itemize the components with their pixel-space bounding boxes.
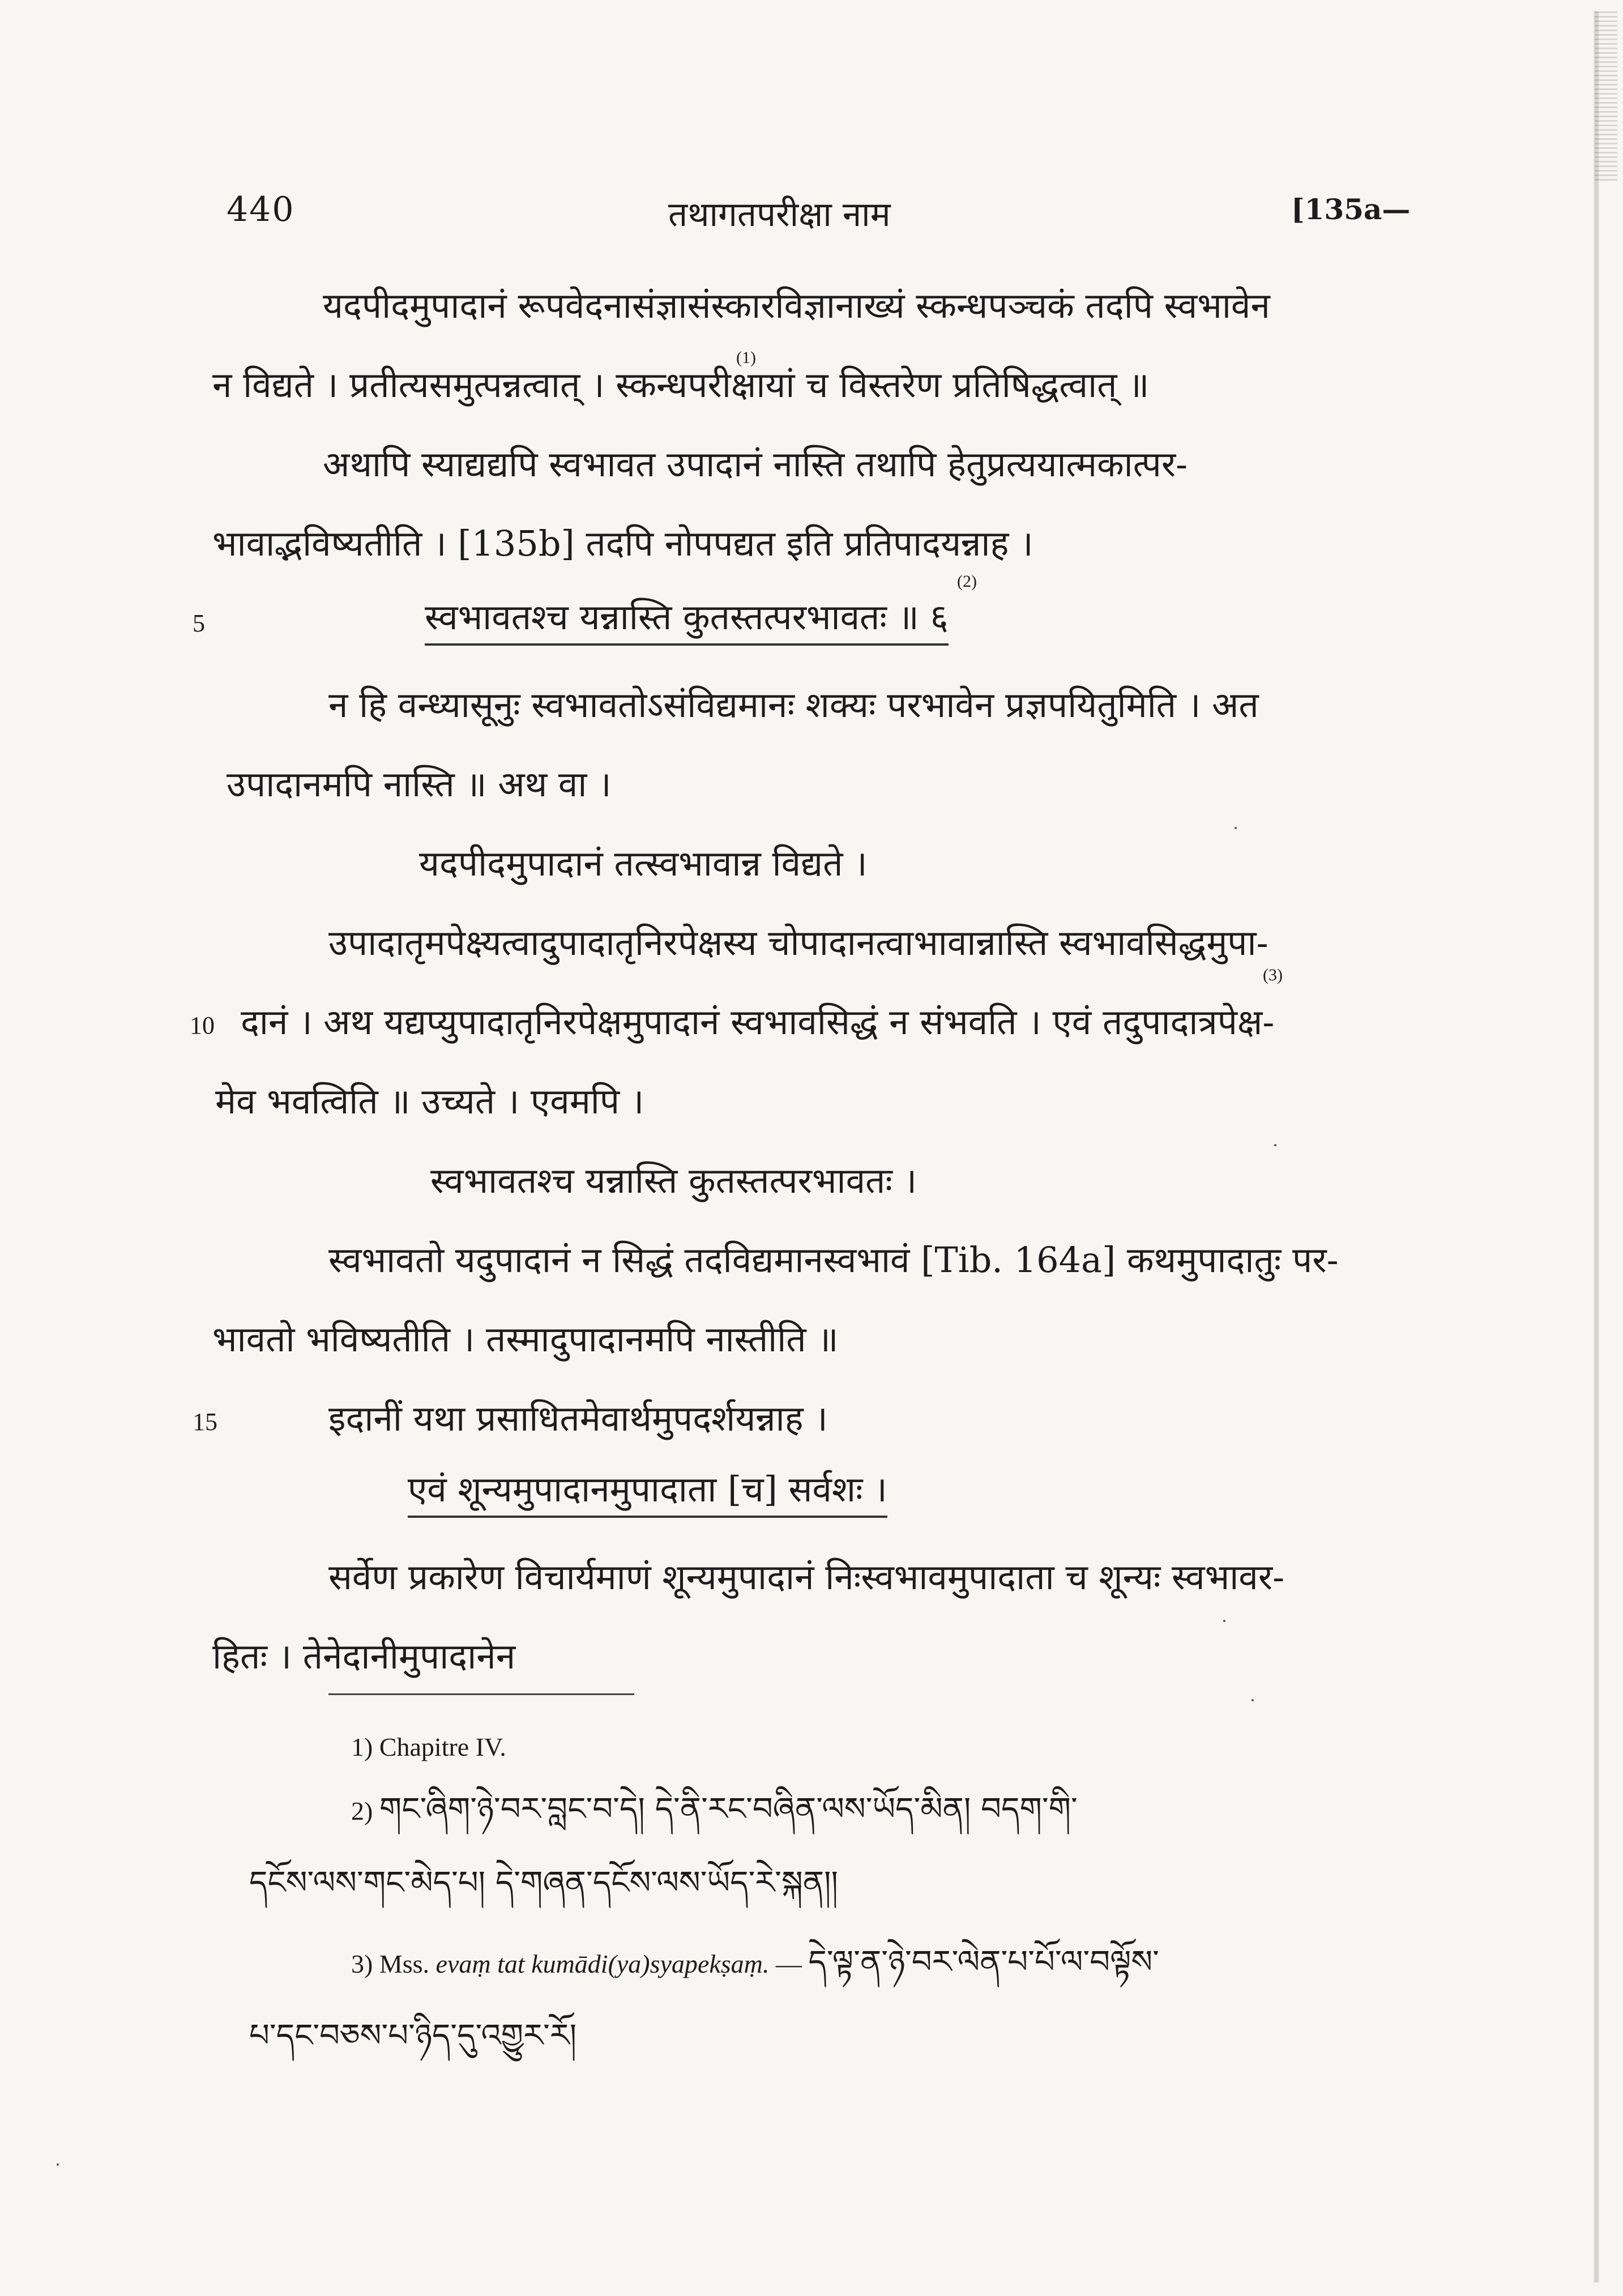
scan-margin-noise — [1595, 11, 1617, 181]
body-line-12: इदानीं यथा प्रसाधितमेवार्थमुपदर्शयन्नाह । — [328, 1398, 828, 1439]
footnote-3-cont — [249, 2016, 576, 2058]
verse-line-3: स्वभावतश्च यन्नास्ति कुतस्तत्परभावतः । — [430, 1160, 917, 1201]
body-line-7: उपादातृमपेक्ष्यत्वादुपादातृनिरपेक्षस्य चोपादानत्वाभावान्नास्ति स्वभावसिद्धमुपा- — [328, 922, 1268, 963]
footnote-2-label: 2) — [351, 1796, 373, 1825]
running-title: तथागतपरीक्षा नाम — [668, 195, 891, 234]
scan-speck — [1223, 1620, 1225, 1622]
page-number: 440 — [227, 190, 295, 229]
body-line-14: हितः । तेनेदानीमुपादानेन — [212, 1636, 516, 1677]
footnote-3 — [351, 1943, 1159, 1984]
footnote-3-tibetan-line-1: དེ་ལྟ་ན་ཉེ་བར་ལེན་པ་པོ་ལ་བལྟོས་ — [808, 1944, 1159, 1981]
body-line-3: अथापि स्याद्यद्यपि स्वभावत उपादानं नास्ति तथापि हेतुप्रत्ययात्मकात्पर- — [323, 443, 1188, 485]
footnote-1: 1) Chapitre IV. — [351, 1732, 506, 1761]
scan-speck — [1274, 1144, 1276, 1146]
scan-speck — [57, 2163, 59, 2166]
page-edge — [1594, 11, 1599, 2282]
body-line-1: यदपीदमुपादानं रूपवेदनासंज्ञासंस्कारविज्ञानाख्यं स्कन्धपञ्चकं तदपि स्वभावेन — [323, 285, 1270, 326]
body-line-10: स्वभावतो यदुपादानं न सिद्धं तदविद्यमानस्वभावं [Tib. 164a] कथमुपादातुः पर- — [328, 1239, 1339, 1281]
scan-speck — [1235, 827, 1237, 829]
body-line-11: भावतो भविष्यतीति । तस्मादुपादानमपि नास्तीति ॥ — [212, 1318, 839, 1360]
footnote-3-reading: evaṃ tat kumādi(ya)syapekṣaṃ. — [435, 1949, 770, 1978]
footnote-separator — [328, 1693, 634, 1695]
footnote-2 — [351, 1790, 1078, 1831]
footnote-2-tibetan-line-2: དངོས་ལས་གང་མེད་པ། དེ་གཞན་དངོས་ལས་ཡོད་རེ་སྐན།། — [249, 1864, 838, 1901]
body-line-4: भावाद्भविष्यतीति । [135b] तदपि नोपपद्यत इति प्रतिपादयन्नाह । — [212, 523, 1033, 564]
footnote-3-dash: — — [769, 1949, 809, 1978]
footnote-marker-1: (1) — [736, 348, 756, 367]
scan-speck — [1252, 1699, 1254, 1701]
footnote-marker-3: (3) — [1263, 966, 1283, 984]
footnote-2-cont — [249, 1863, 838, 1905]
body-line-13: सर्वेण प्रकारेण विचार्यमाणं शून्यमुपादानं निःस्वभावमुपादाता च शून्यः स्वभावर- — [328, 1556, 1285, 1598]
body-line-8: दानं । अथ यद्यप्युपादातृनिरपेक्षमुपादानं स्वभावसिद्धं न संभवति । एवं तदुपादात्रपेक्ष- — [241, 1001, 1275, 1043]
body-line-6: उपादानमपि नास्ति ॥ अथ वा । — [227, 763, 612, 805]
body-line-2: न विद्यते । प्रतीत्यसमुत्पन्नत्वात् । स्कन्धपरीक्षायां च विस्तरेण प्रतिषिद्धत्वात् ॥ — [212, 364, 1150, 406]
verse-line-4: एवं शून्यमुपादानमुपादाता [च] सर्वशः । — [408, 1467, 887, 1518]
folio-reference: [135a— — [1291, 193, 1411, 226]
verse-line-2: यदपीदमुपादानं तत्स्वभावान्न विद्यते । — [419, 843, 868, 884]
verse-line-1: स्वभावतश्च यन्नास्ति कुतस्तत्परभावतः ॥ ६ — [425, 595, 949, 646]
footnote-3-tibetan-line-2: པ་དང་བཅས་པ་ཉིད་དུ་འགྱུར་རོ། — [249, 2017, 577, 2054]
footnote-2-tibetan-line-1: གང་ཞིག་ཉེ་བར་བླང་བ་དེ། དེ་ནི་རང་བཞིན་ལས་ཡོད་མིན། བདག་གི་ — [379, 1791, 1078, 1828]
footnote-3-label: 3) Mss. — [351, 1949, 430, 1978]
line-number-10: 10 — [190, 1012, 215, 1039]
footnote-marker-2: (2) — [957, 572, 977, 591]
line-number-15: 15 — [193, 1408, 217, 1436]
line-number-5: 5 — [193, 609, 205, 637]
body-line-5: न हि वन्ध्यासूनुः स्वभावतोऽसंविद्यमानः शक्यः परभावेन प्रज्ञपयितुमिति । अत — [328, 684, 1259, 725]
body-line-9: मेव भवत्विति ॥ उच्यते । एवमपि । — [215, 1081, 644, 1122]
